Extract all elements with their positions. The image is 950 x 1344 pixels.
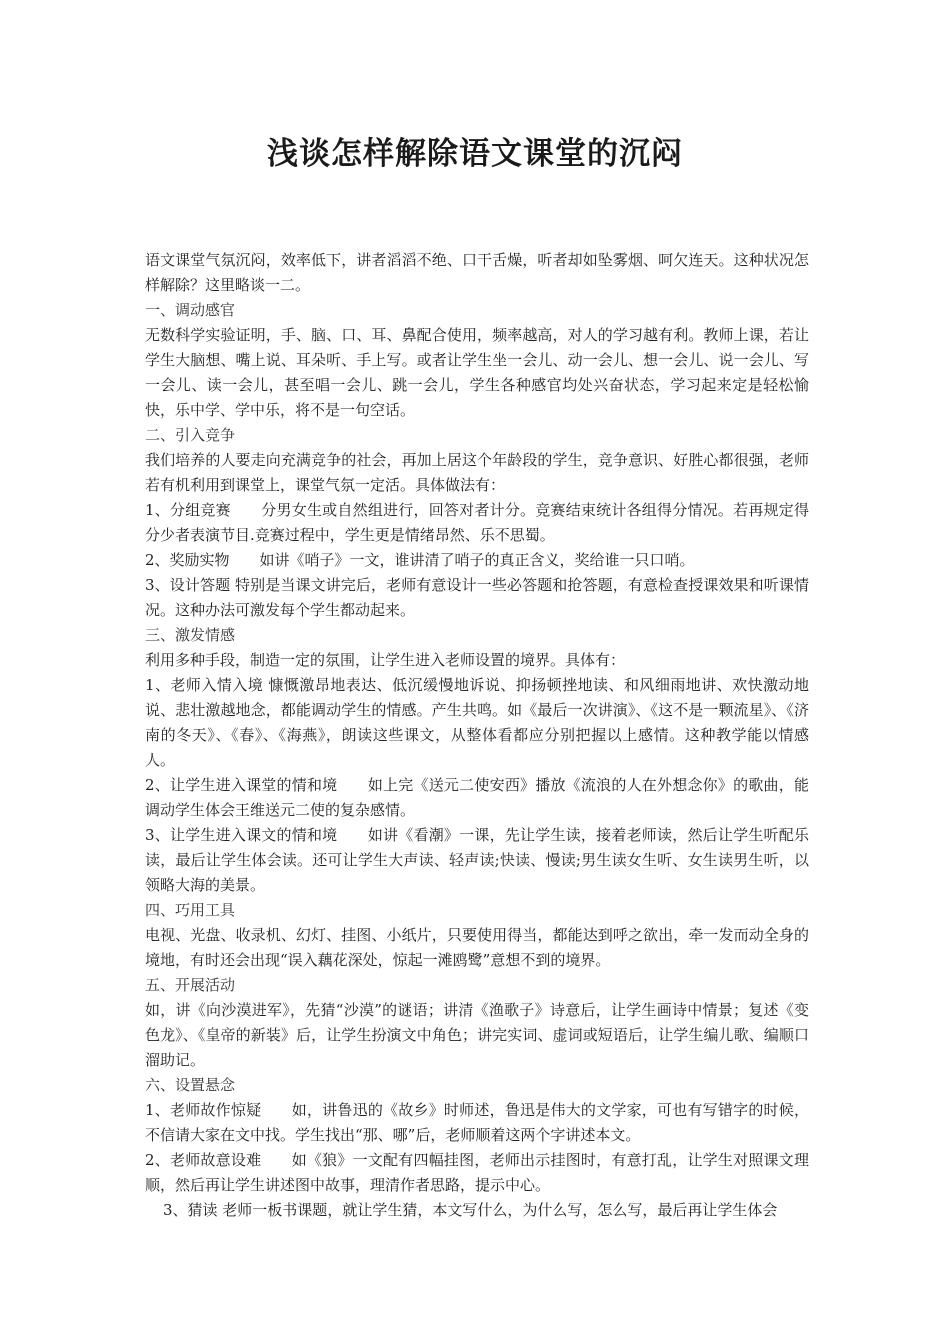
section-6-item-2: 2、老师故意设难 如《狼》一文配有四幅挂图，老师出示挂图时，有意打乱，让学生对照课文理顺，然后再让学生讲述图中故事，理清作者思路，提示中心。 <box>145 1151 809 1194</box>
section-3-item-1: 1、老师入情入境 慷慨激昂地表达、低沉缓慢地诉说、抑扬顿挫地读、和风细雨地讲、欢快激动地说、悲壮激越地念，都能调动学生的情感。产生共鸣。如《最后一次讲演》、《这不是一颗流星》、《济南的冬天》、《春》、《海燕》，朗读这些课文，从整体看都应分别把握以上感情。这种教学能以情感人。 <box>145 676 809 769</box>
section-5-paragraph: 如，讲《向沙漠进军》，先猜“沙漠”的谜语；讲清《渔歌子》诗意后，让学生画诗中情景；复述《变色龙》、《皇帝的新装》后，让学生扮演文中角色；讲完实词、虚词或短语后，让学生编儿歌、编顺口溜助记。 <box>145 1001 809 1069</box>
section-heading-6: 六、设置悬念 <box>145 1076 236 1094</box>
section-3-item-2: 2、让学生进入课堂的情和境 如上完《送元二使安西》播放《流浪的人在外想念你》的歌曲，能调动学生体会王维送元二使的复杂感情。 <box>145 776 809 819</box>
section-2-item-1: 1、分组竞赛 分男女生或自然组进行，回答对者计分。竞赛结束统计各组得分情况。若再规定得分少者表演节目.竞赛过程中，学生更是情绪昂然、乐不思蜀。 <box>145 501 809 544</box>
section-1-paragraph: 无数科学实验证明，手、脑、口、耳、鼻配合使用，频率越高，对人的学习越有利。教师上课，若让学生大脑想、嘴上说、耳朵听、手上写。或者让学生坐一会儿、动一会儿、想一会儿、说一会儿、写一会儿、读一会儿，甚至唱一会儿、跳一会儿，学生各种感官均处兴奋状态，学习起来定是轻松愉快，乐中学、学中乐，将不是一句空话。 <box>145 326 809 419</box>
section-4-paragraph: 电视、光盘、收录机、幻灯、挂图、小纸片，只要使用得当，都能达到呼之欲出，牵一发而动全身的境地，有时还会出现“误入藕花深处，惊起一滩鸥鹭”意想不到的境界。 <box>145 926 809 969</box>
section-3-paragraph: 利用多种手段，制造一定的氛围，让学生进入老师设置的境界。具体有： <box>145 651 626 669</box>
section-heading-2: 二、引入竞争 <box>145 426 236 444</box>
section-heading-3: 三、激发情感 <box>145 626 236 644</box>
section-heading-1: 一、调动感官 <box>145 301 236 319</box>
section-heading-5: 五、开展活动 <box>145 976 236 994</box>
section-3-item-3: 3、让学生进入课文的情和境 如讲《看潮》一课，先让学生读，接着老师读，然后让学生听配乐读，最后让学生体会读。还可让学生大声读、轻声读;快读、慢读;男生读女生听、女生读男生听，以领略大海的美景。 <box>145 826 809 894</box>
section-2-paragraph: 我们培养的人要走向充满竞争的社会，再加上居这个年龄段的学生，竞争意识、好胜心都很强，老师若有机利用到课堂上，课堂气氛一定活。具体做法有： <box>145 451 809 494</box>
document-title: 浅谈怎样解除语文课堂的沉闷 <box>267 136 683 172</box>
section-6-item-1: 1、老师故作惊疑 如，讲鲁迅的《故乡》时师述，鲁迅是伟大的文学家，可也有写错字的时候，不信请大家在文中找。学生找出“那、哪”后，老师顺着这两个字讲述本文。 <box>145 1101 809 1144</box>
section-2-item-3: 3、设计答题 特别是当课文讲完后，老师有意设计一些必答题和抢答题，有意检查授课效果和听课情况。这种办法可激发每个学生都动起来。 <box>145 576 809 619</box>
section-heading-4: 四、巧用工具 <box>145 901 236 919</box>
intro-paragraph: 语文课堂气氛沉闷，效率低下，讲者滔滔不绝、口干舌燥，听者却如坠雾烟、呵欠连天。这种状况怎样解除？这里略谈一二。 <box>145 251 809 294</box>
section-2-item-2: 2、奖励实物 如讲《哨子》一文，谁讲清了哨子的真正含义，奖给谁一只口哨。 <box>145 551 695 569</box>
document-body <box>145 248 809 1223</box>
section-6-item-3: 3、猜读 老师一板书课题，就让学生猜，本文写什么，为什么写，怎么写，最后再让学生体会 <box>163 1201 778 1219</box>
